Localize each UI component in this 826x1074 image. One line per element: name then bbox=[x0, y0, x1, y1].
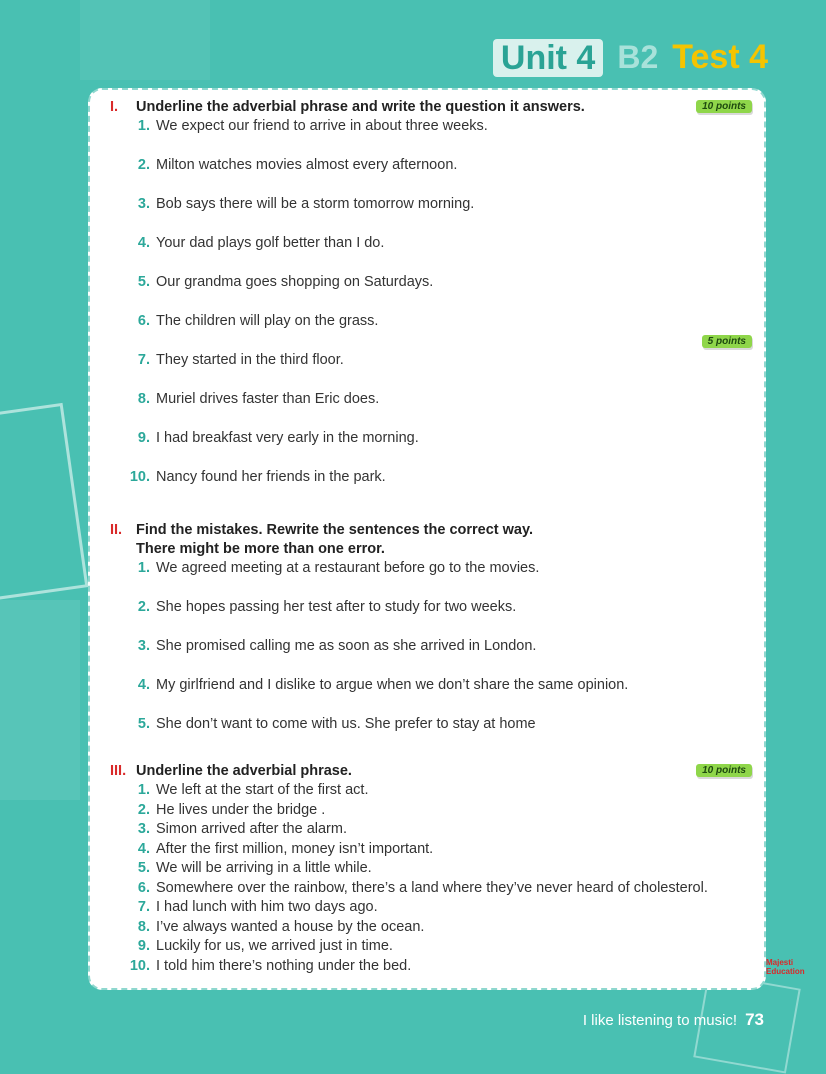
item-number: 1. bbox=[137, 118, 150, 134]
item-text: After the first million, money isn’t important. bbox=[156, 840, 434, 857]
item-number: 8. bbox=[137, 391, 150, 407]
list-item bbox=[110, 957, 750, 977]
item-text: I’ve always wanted a house by the ocean. bbox=[156, 918, 425, 935]
list-item bbox=[110, 637, 750, 676]
list-item bbox=[110, 468, 750, 507]
item-text: Simon arrived after the alarm. bbox=[156, 821, 347, 837]
item-text: Our grandma goes shopping on Saturdays. bbox=[156, 274, 434, 290]
question-list bbox=[110, 781, 750, 976]
unit-label: Unit 4 bbox=[493, 39, 603, 77]
list-item bbox=[110, 598, 750, 637]
section-number: II. bbox=[110, 522, 123, 538]
question-list bbox=[110, 117, 750, 507]
test-label: Test 4 bbox=[672, 38, 768, 76]
background-decoration bbox=[0, 600, 80, 800]
list-item bbox=[110, 390, 750, 429]
item-text: I told him there’s nothing under the bed. bbox=[156, 957, 412, 974]
list-item bbox=[110, 234, 750, 273]
points-badge: 5 points bbox=[702, 335, 752, 348]
section-1 bbox=[110, 98, 750, 507]
section-2 bbox=[110, 521, 750, 754]
section-3 bbox=[110, 762, 750, 976]
list-item bbox=[110, 117, 750, 156]
list-item bbox=[110, 801, 750, 821]
list-item bbox=[110, 898, 750, 918]
item-number: 4. bbox=[137, 235, 150, 251]
section-number: I. bbox=[110, 99, 119, 115]
background-decoration bbox=[80, 0, 210, 80]
list-item bbox=[110, 840, 750, 860]
list-item bbox=[110, 195, 750, 234]
item-text: We agreed meeting at a restaurant before go to the movies. bbox=[156, 560, 540, 576]
list-item bbox=[110, 676, 750, 715]
item-number: 3. bbox=[137, 638, 150, 654]
item-text: We will be arriving in a little while. bbox=[156, 860, 372, 876]
item-text: Your dad plays golf better than I do. bbox=[156, 235, 385, 251]
list-item bbox=[110, 156, 750, 195]
item-number: 2. bbox=[137, 599, 150, 615]
item-number: 5. bbox=[137, 274, 150, 290]
item-text: Muriel drives faster than Eric does. bbox=[156, 391, 380, 407]
item-number: 1. bbox=[137, 560, 150, 576]
item-text: Bob says there will be a storm tomorrow morning. bbox=[156, 196, 475, 212]
points-badge: 10 points bbox=[696, 764, 752, 777]
item-number: 5. bbox=[137, 716, 150, 732]
section-title: Underline the adverbial phrase and write the question it answers. bbox=[136, 99, 585, 115]
page-header bbox=[493, 38, 768, 77]
list-item bbox=[110, 781, 750, 801]
item-number: 10. bbox=[129, 469, 150, 485]
page-number: 73 bbox=[745, 1010, 764, 1029]
item-text: I had lunch with him two days ago. bbox=[156, 899, 378, 915]
item-number: 6. bbox=[137, 879, 150, 896]
section-1-heading bbox=[110, 98, 750, 117]
item-text: I had breakfast very early in the morning. bbox=[156, 430, 419, 446]
section-subtitle: There might be more than one error. bbox=[136, 541, 385, 557]
item-number: 1. bbox=[137, 782, 150, 798]
background-decoration bbox=[0, 403, 88, 603]
list-item bbox=[110, 715, 750, 754]
list-item bbox=[110, 351, 750, 390]
item-number: 4. bbox=[137, 677, 150, 693]
section-3-heading bbox=[110, 762, 750, 781]
item-text: Nancy found her friends in the park. bbox=[156, 469, 386, 485]
section-2-heading bbox=[110, 521, 750, 559]
level-label: B2 bbox=[617, 39, 659, 75]
item-text: We left at the start of the first act. bbox=[156, 782, 369, 798]
list-item bbox=[110, 937, 750, 957]
item-number: 6. bbox=[137, 313, 150, 329]
list-item bbox=[110, 559, 750, 598]
item-number: 5. bbox=[137, 860, 150, 876]
item-text: Somewhere over the rainbow, there’s a land where they’ve never heard of cholesterol. bbox=[156, 879, 708, 896]
item-text: He lives under the bridge . bbox=[156, 801, 326, 818]
list-item bbox=[110, 429, 750, 468]
list-item bbox=[110, 312, 750, 351]
item-text: Milton watches movies almost every afternoon. bbox=[156, 157, 458, 173]
item-number: 2. bbox=[137, 801, 150, 818]
item-text: She don’t want to come with us. She prefer to stay at home bbox=[156, 716, 536, 732]
item-number: 3. bbox=[137, 196, 150, 212]
page-footer bbox=[583, 1010, 764, 1030]
item-text: Luckily for us, we arrived just in time. bbox=[156, 938, 393, 954]
item-number: 8. bbox=[137, 918, 150, 935]
item-text: She hopes passing her test after to study for two weeks. bbox=[156, 599, 517, 615]
footer-text: I like listening to music! bbox=[582, 1012, 738, 1029]
list-item bbox=[110, 859, 750, 879]
section-title: Find the mistakes. Rewrite the sentences the correct way. bbox=[136, 522, 534, 538]
list-item bbox=[110, 273, 750, 312]
list-item bbox=[110, 918, 750, 938]
item-text: The children will play on the grass. bbox=[156, 313, 379, 329]
points-badge: 10 points bbox=[696, 100, 752, 113]
section-title: Underline the adverbial phrase. bbox=[136, 763, 352, 779]
item-text: She promised calling me as soon as she arrived in London. bbox=[156, 638, 537, 654]
item-text: They started in the third floor. bbox=[156, 352, 344, 368]
list-item bbox=[110, 820, 750, 840]
list-item bbox=[110, 879, 750, 899]
item-number: 9. bbox=[137, 430, 150, 446]
item-text: We expect our friend to arrive in about three weeks. bbox=[156, 118, 488, 134]
item-number: 7. bbox=[137, 899, 150, 915]
section-number: III. bbox=[110, 763, 127, 779]
worksheet-card bbox=[88, 88, 766, 990]
publisher-logo: Majesti Education bbox=[766, 958, 805, 976]
question-list bbox=[110, 559, 750, 754]
item-text: My girlfriend and I dislike to argue when we don’t share the same opinion. bbox=[156, 677, 629, 693]
item-number: 2. bbox=[137, 157, 150, 173]
item-number: 7. bbox=[137, 352, 150, 368]
item-number: 9. bbox=[137, 938, 150, 954]
item-number: 10. bbox=[129, 957, 150, 974]
item-number: 4. bbox=[137, 840, 150, 857]
item-number: 3. bbox=[137, 821, 150, 837]
